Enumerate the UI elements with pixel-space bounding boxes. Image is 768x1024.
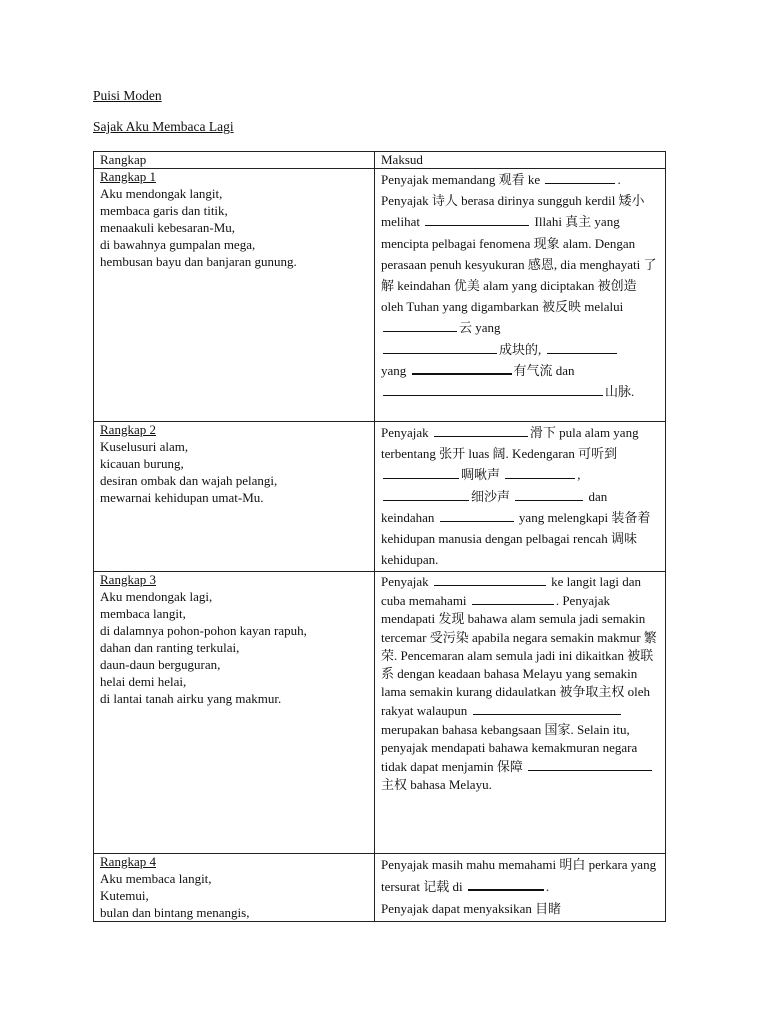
poem-table bbox=[93, 151, 666, 922]
poem-line: di bawahnya gumpalan mega, bbox=[100, 237, 256, 252]
rangkap-label: Rangkap 2 bbox=[100, 422, 156, 437]
table-row bbox=[94, 169, 666, 422]
poem-line: mewarnai kehidupan umat-Mu. bbox=[100, 490, 264, 505]
poem-line: Aku mendongak lagi, bbox=[100, 589, 213, 604]
table-header-row bbox=[94, 152, 666, 169]
answer-blank[interactable] bbox=[468, 876, 544, 891]
maksud-text: Penyajak memandang 观看 ke . Penyajak 诗人 berasa dirinya sungguh kerdil 矮小 melihat Illahi 真主 yang mencipta pelbagai fenomena 现象 alam. Dengan perasaan penuh kesyukuran 感恩, dia menghayati 了解 keindahan 优美 alam yang diciptakan 被创造 oleh Tuhan yang digambarkan 被反映 melalui 云 yang 成块的, yang 有气流 dan 山脉. bbox=[381, 172, 657, 400]
answer-blank[interactable] bbox=[505, 465, 575, 479]
header-maksud: Maksud bbox=[375, 152, 666, 169]
poem-line: dahan dan ranting terkulai, bbox=[100, 640, 240, 655]
answer-blank[interactable] bbox=[383, 318, 457, 332]
answer-blank[interactable] bbox=[545, 170, 615, 184]
table-row bbox=[94, 854, 666, 922]
answer-blank[interactable] bbox=[473, 701, 621, 715]
poem-line: Aku membaca langit, bbox=[100, 871, 212, 886]
answer-blank[interactable] bbox=[528, 757, 652, 771]
answer-blank[interactable] bbox=[472, 591, 554, 605]
rangkap-label: Rangkap 4 bbox=[100, 854, 156, 869]
answer-blank[interactable] bbox=[425, 212, 529, 226]
rangkap-cell bbox=[94, 572, 375, 854]
answer-blank[interactable] bbox=[515, 487, 583, 501]
poem-line: hembusan bayu dan banjaran gunung. bbox=[100, 254, 297, 269]
answer-blank[interactable] bbox=[383, 487, 469, 501]
maksud-cell bbox=[375, 169, 666, 422]
poem-line: menaakuli kebesaran-Mu, bbox=[100, 220, 236, 235]
maksud-cell bbox=[375, 572, 666, 854]
maksud-text: Penyajak masih mahu memahami 明白 perkara yang tersurat 记载 di . Penyajak dapat menyaksikan 目睹 bbox=[381, 857, 657, 916]
poem-line: desiran ombak dan wajah pelangi, bbox=[100, 473, 278, 488]
poem-line: di dalamnya pohon-pohon kayan rapuh, bbox=[100, 623, 307, 638]
document-title: Puisi Moden bbox=[93, 88, 162, 103]
rangkap-cell bbox=[94, 422, 375, 572]
rangkap-cell bbox=[94, 169, 375, 422]
poem-line: kicauan burung, bbox=[100, 456, 184, 471]
poem-line: membaca langit, bbox=[100, 606, 186, 621]
poem-line: di lantai tanah airku yang makmur. bbox=[100, 691, 282, 706]
poem-title: Sajak Aku Membaca Lagi bbox=[93, 119, 234, 134]
maksud-text: Penyajak 滑下 pula alam yang terbentang 张开 luas 阔. Kedengaran 可听到 啁啾声 , 细沙声 dan keindahan yang melengkapi 装备着 kehidupan manusia dengan pelbagai rencah 调味 kehidupan. bbox=[381, 425, 651, 568]
header-rangkap: Rangkap bbox=[94, 152, 375, 169]
maksud-cell bbox=[375, 854, 666, 922]
answer-blank[interactable] bbox=[383, 340, 497, 354]
poem-line: bulan dan bintang menangis, bbox=[100, 905, 250, 920]
answer-blank[interactable] bbox=[383, 465, 459, 479]
rangkap-label: Rangkap 3 bbox=[100, 572, 156, 587]
answer-blank[interactable] bbox=[412, 360, 512, 375]
poem-line: Aku mendongak langit, bbox=[100, 186, 223, 201]
rangkap-label: Rangkap 1 bbox=[100, 169, 156, 184]
poem-line: membaca garis dan titik, bbox=[100, 203, 228, 218]
poem-line: daun-daun berguguran, bbox=[100, 657, 221, 672]
answer-blank[interactable] bbox=[434, 572, 546, 586]
maksud-text: Penyajak ke langit lagi dan cuba memahami . Penyajak mendapati 发现 bahawa alam semula jadi semakin tercemar 受污染 apabila negara semakin makmur 繁荣. Pencemaran alam semula jadi ini dikaitkan 被联系 dengan keadaan bahasa Melayu yang semakin lama semakin kurang didaulatkan 被争取主权 oleh rakyat walaupun merupakan bahasa kebangsaan 国家. Selain itu, penyajak mendapati bahawa kemakmuran negara tidak dapat menjamin 保障 主权 bahasa Melayu. bbox=[381, 574, 657, 793]
answer-blank[interactable] bbox=[434, 423, 528, 437]
poem-line: Kuselusuri alam, bbox=[100, 439, 189, 454]
rangkap-cell bbox=[94, 854, 375, 922]
poem-line: helai demi helai, bbox=[100, 674, 187, 689]
table-row bbox=[94, 572, 666, 854]
answer-blank[interactable] bbox=[383, 382, 603, 396]
poem-line: Kutemui, bbox=[100, 888, 149, 903]
table-row bbox=[94, 422, 666, 572]
maksud-cell bbox=[375, 422, 666, 572]
answer-blank[interactable] bbox=[547, 340, 617, 354]
answer-blank[interactable] bbox=[440, 508, 514, 522]
